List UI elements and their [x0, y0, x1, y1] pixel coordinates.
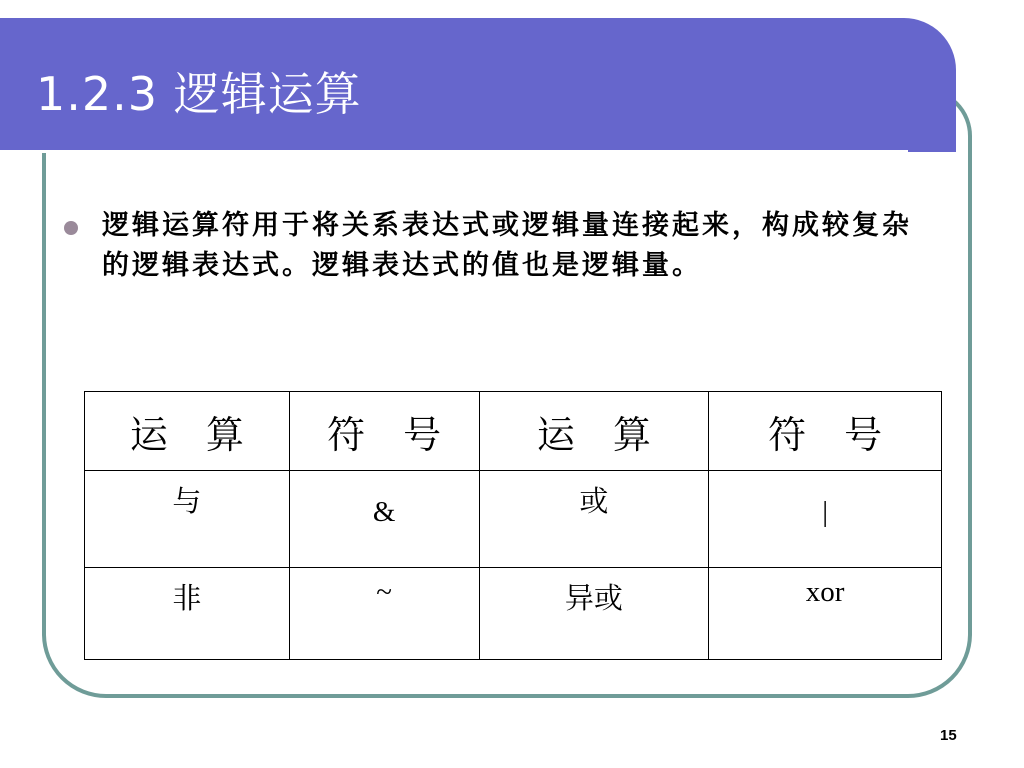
table-cell-symbol: xor	[709, 568, 942, 660]
table-header-row	[85, 392, 942, 471]
header-operation: 运 算	[479, 392, 709, 471]
table-cell-operation: 非	[85, 568, 290, 660]
slide-title: 1.2.3 逻辑运算	[36, 67, 362, 121]
title-underline	[0, 150, 908, 153]
header-symbol: 符 号	[289, 392, 479, 471]
table-row	[85, 568, 942, 660]
bullet-dot-icon	[64, 221, 78, 235]
header-symbol: 符 号	[709, 392, 942, 471]
table-cell-symbol: ~	[289, 568, 479, 660]
table-cell-operation: 异或	[479, 568, 709, 660]
table-cell-operation: 或	[479, 471, 709, 568]
table-cell-symbol: &	[289, 471, 479, 568]
table-cell-symbol: |	[709, 471, 942, 568]
table-row	[85, 471, 942, 568]
page-number: 15	[940, 727, 957, 744]
header-operation: 运 算	[85, 392, 290, 471]
operators-table	[84, 391, 942, 660]
bullet-text: 逻辑运算符用于将关系表达式或逻辑量连接起来，构成较复杂的逻辑表达式。逻辑表达式的值也是逻辑量。	[102, 210, 912, 281]
title-bar	[0, 18, 956, 152]
table-cell-operation: 与	[85, 471, 290, 568]
